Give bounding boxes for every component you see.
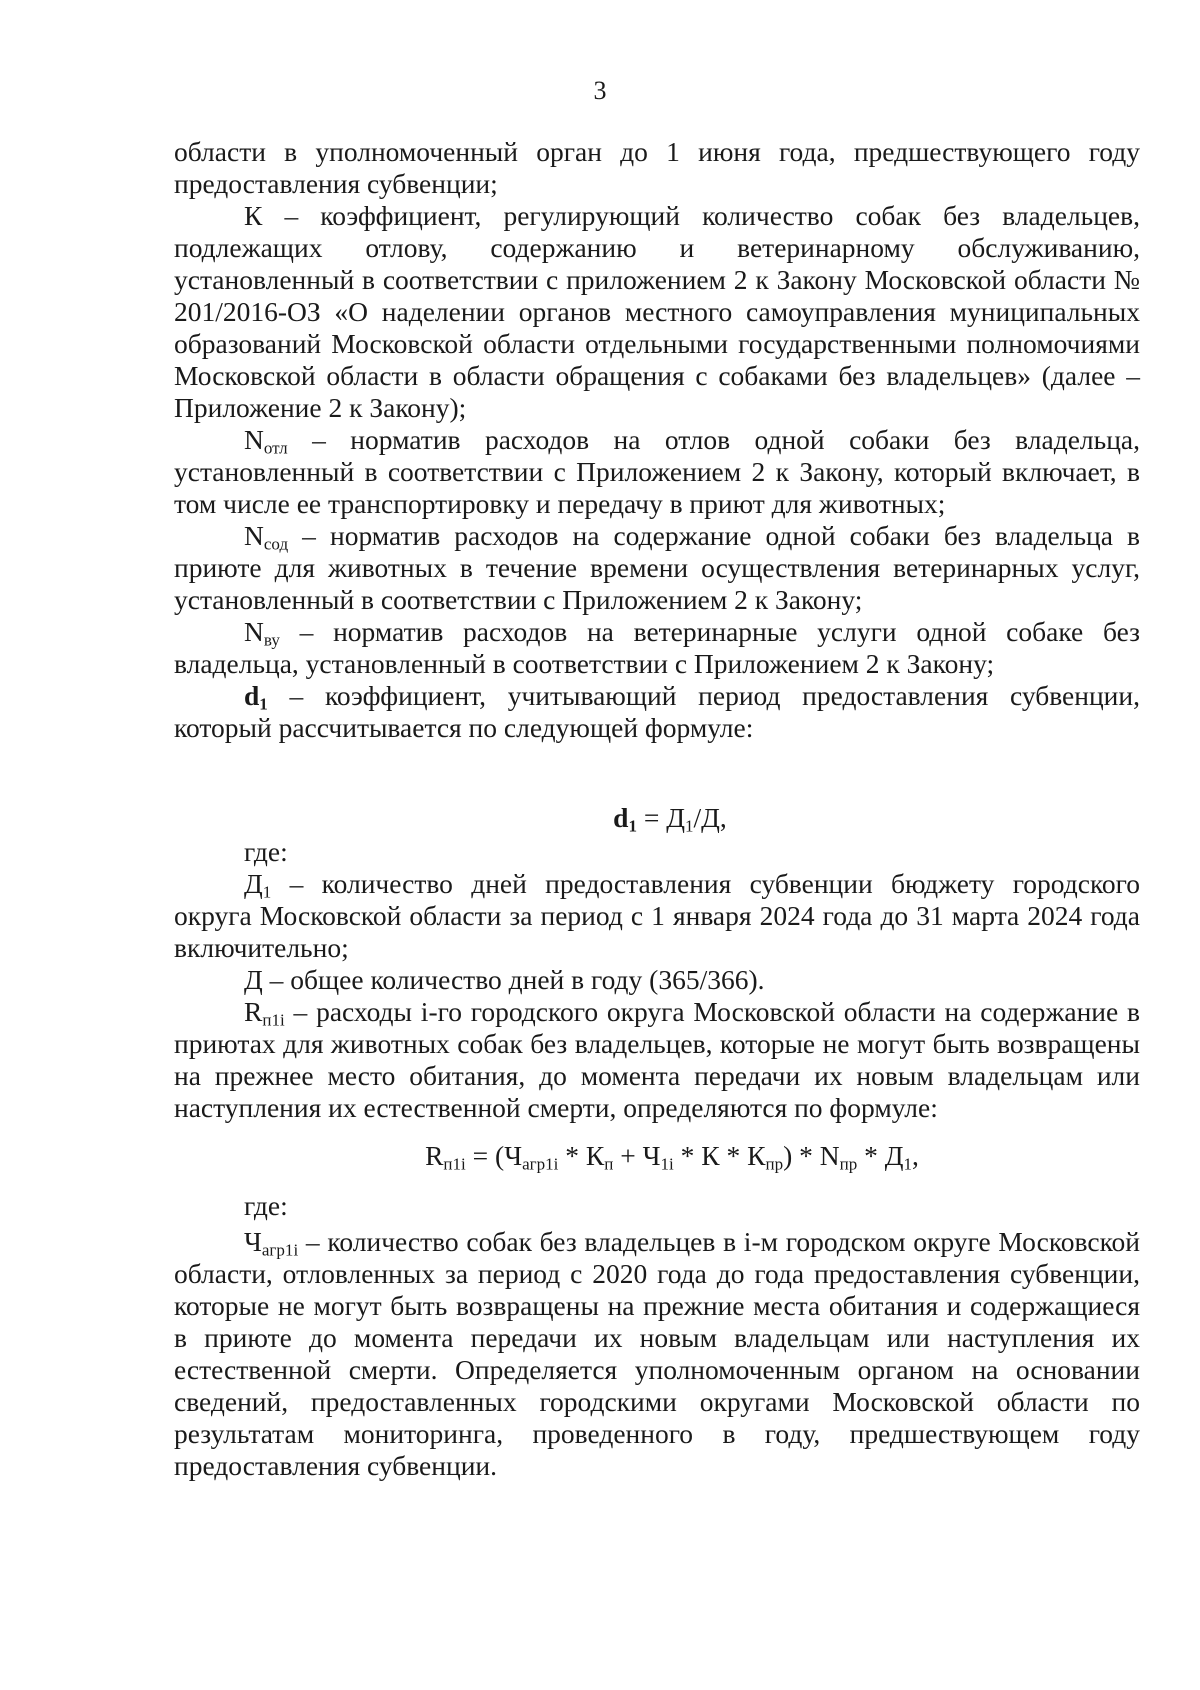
definition-n-sod: $N_{сод}$ – норматив расходов на содержание одной собаки без владельца в приюте для животных в течение времени осуществления ветеринарных услуг, установленный в соответствии с Приложением 2 к Закону; (174, 520, 1140, 615)
definition-d-days: Д – общее количество дней в году (365/366). (244, 964, 765, 995)
definition-n-otl: $N_{отл}$ – норматив расходов на отлов одной собаки без владельца, установленный в соответствии с Приложением 2 к Закону, который включает, в том числе ее транспортировку и передачу в приют для животных; (174, 424, 1140, 519)
paragraph-continuation: области в уполномоченный орган до 1 июня года, предшествующего году предоставления субвенции; (174, 136, 1140, 199)
where-label-2: где: (244, 1190, 288, 1221)
formula-d1: $d_1 = Д_1/Д$, (613, 802, 727, 836)
document-body (174, 136, 1140, 1482)
formula-r-p1i: $R_{п1i} = (Ч_{агр1i} * К_п + Ч_{1i} * К * К_{пр}) * N_{пр} * Д_1$, (425, 1140, 919, 1174)
page-number: 3 (593, 76, 607, 105)
definition-k: К – коэффициент, регулирующий количество собак без владельцев, подлежащих отлову, содержанию и ветеринарному обслуживанию, установленный в соответствии с приложением 2 к Закону Московской области № 201/2016-ОЗ «О наделении органов местного самоуправления муниципальных образований Московской области отдельными государственными полномочиями Московской области в области обращения с собаками без владельцев» (далее – Приложение 2 к Закону); (174, 200, 1140, 423)
definition-d1-days: $Д_1$ – количество дней предоставления субвенции бюджету городского округа Московской области за период с 1 января 2024 года до 31 марта 2024 года включительно; (174, 868, 1140, 963)
where-label: где: (244, 836, 288, 867)
definition-ch-agr: $Ч_{агр1i}$ – количество собак без владельцев в i-м городском округе Московской области, отловленных за период с 2020 года до года предоставления субвенции, которые не могут быть возвращены на прежние места обитания и содержащиеся в приюте до момента передачи их новым владельцам или наступления их естественной смерти. Определяется уполномоченным органом на основании сведений, предоставленных городскими округами Московской области по результатам мониторинга, проведенного в году, предшествующем году предоставления субвенции. (174, 1226, 1140, 1481)
definition-r-p1i: $R_{п1i}$ – расходы i-го городского округа Московской области на содержание в приютах для животных собак без владельцев, которые не могут быть возвращены на прежнее место обитания, до момента передачи их новым владельцам или наступления их естественной смерти, определяются по формуле: (174, 996, 1140, 1123)
definition-d1: $d_1$ – коэффициент, учитывающий период предоставления субвенции, который рассчитывается по следующей формуле: (174, 680, 1140, 743)
definition-n-vu: $N_{ву}$ – норматив расходов на ветеринарные услуги одной собаке без владельца, установленный в соответствии с Приложением 2 к Закону; (174, 616, 1140, 679)
